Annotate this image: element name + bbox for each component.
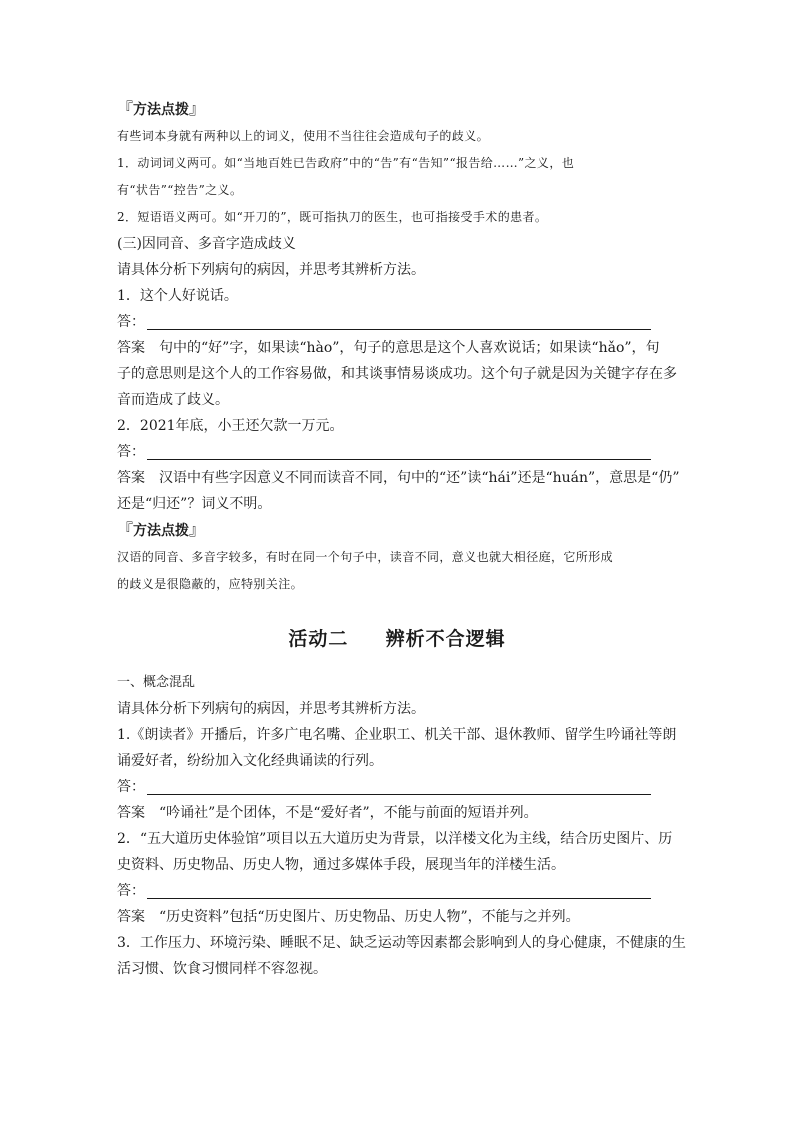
question-5-line-1: 3．工作压力、环境污染、睡眠不足、缺乏运动等因素都会影响到人的身心健康，不健康的生 <box>117 935 686 951</box>
document-page <box>117 96 686 982</box>
answer-prompt: 答： <box>117 883 145 899</box>
tip-item-2: 2．短语语义两可。如“开刀的”，既可指执刀的医生，也可指接受手术的患者。 <box>117 210 548 224</box>
answer-row-4 <box>117 878 677 904</box>
instruction-text-2: 请具体分析下列病句的病因，并思考其辨析方法。 <box>117 701 425 717</box>
method-tip-label-2: 『方法点拨』 <box>117 520 206 539</box>
question-4-line-1: 2．“五大道历史体验馆”项目以五大道历史为背景，以洋楼文化为主线，结合历史图片、历 <box>117 831 673 847</box>
instruction-text: 请具体分析下列病句的病因，并思考其辨析方法。 <box>117 262 425 278</box>
answer-prompt: 答： <box>117 314 145 330</box>
answer-label: 答案 <box>117 340 145 356</box>
answer-2-line-2: 还是“归还”？词义不明。 <box>117 496 272 512</box>
method-tip-label: 『方法点拨』 <box>117 99 206 118</box>
answer-line[interactable] <box>147 776 651 795</box>
answer-prompt: 答： <box>117 779 145 795</box>
question-3-line-1: 1.《朗读者》开播后，许多广电名嘴、企业职工、机关干部、退休教师、留学生吟诵社等朗 <box>117 727 677 743</box>
answer-1-line-2: 子的意思则是这个人的工作容易做，和其谈事情易谈成功。这个句子就是因为关键字存在多 <box>117 366 677 382</box>
heading-part-1: 活动二 <box>288 628 349 650</box>
activity-heading <box>117 624 677 654</box>
question-1: 1．这个人好说话。 <box>117 288 238 304</box>
heading-part-2: 辨析不合逻辑 <box>385 628 506 650</box>
question-5-line-2: 活习惯、饮食习惯同样不容忽视。 <box>117 961 327 977</box>
answer-label: 答案 <box>117 470 145 486</box>
tip2-line-2: 的歧义是很隐蔽的，应特别关注。 <box>117 577 304 591</box>
answer-line[interactable] <box>147 441 651 460</box>
answer-line[interactable] <box>147 311 651 330</box>
tip-item-1b: 有“状告”“控告”之义。 <box>117 183 243 197</box>
answer-line[interactable] <box>147 880 651 899</box>
answer-2-line-1: 答案 汉语中有些字因意义不同而读音不同，句中的“还”读“hái”还是“huán”，意思是“仍” <box>117 470 680 486</box>
answer-row-3 <box>117 774 677 800</box>
answer-label: 答案 <box>117 909 145 925</box>
section-3-title: (三)因同音、多音字造成歧义 <box>117 236 296 252</box>
question-4-line-2: 史资料、历史物品、历史人物，通过多媒体手段，展现当年的洋楼生活。 <box>117 857 565 873</box>
answer-1-line-1: 答案 句中的“好”字，如果读“hào”，句子的意思是这个人喜欢说话；如果读“hǎo”，句 <box>117 340 660 356</box>
section-a-title: 一、概念混乱 <box>117 675 196 690</box>
question-2: 2．2021年底，小王还欠款一万元。 <box>117 418 344 434</box>
question-3-line-2: 诵爱好者，纷纷加入文化经典诵读的行列。 <box>117 753 383 769</box>
answer-4-line-1: 答案 “历史资料”包括“历史图片、历史物品、历史人物”，不能与之并列。 <box>117 909 580 925</box>
answer-3-line-1: 答案 “吟诵社”是个团体，不是“爱好者”，不能与前面的短语并列。 <box>117 805 538 821</box>
answer-label: 答案 <box>117 805 145 821</box>
tip-item-1a: 1．动词词义两可。如“当地百姓已告政府”中的“告”有“告知”“报告给……”之义，也 <box>117 156 575 170</box>
answer-row-2 <box>117 439 677 465</box>
tip2-line-1: 汉语的同音、多音字较多，有时在同一个句子中，读音不同，意义也就大相径庭，它所形成 <box>117 550 614 564</box>
tip-intro: 有些词本身就有两种以上的词义，使用不当往往会造成句子的歧义。 <box>117 129 490 143</box>
answer-1-line-3: 音而造成了歧义。 <box>117 392 229 408</box>
answer-row-1 <box>117 309 677 335</box>
answer-prompt: 答： <box>117 444 145 460</box>
